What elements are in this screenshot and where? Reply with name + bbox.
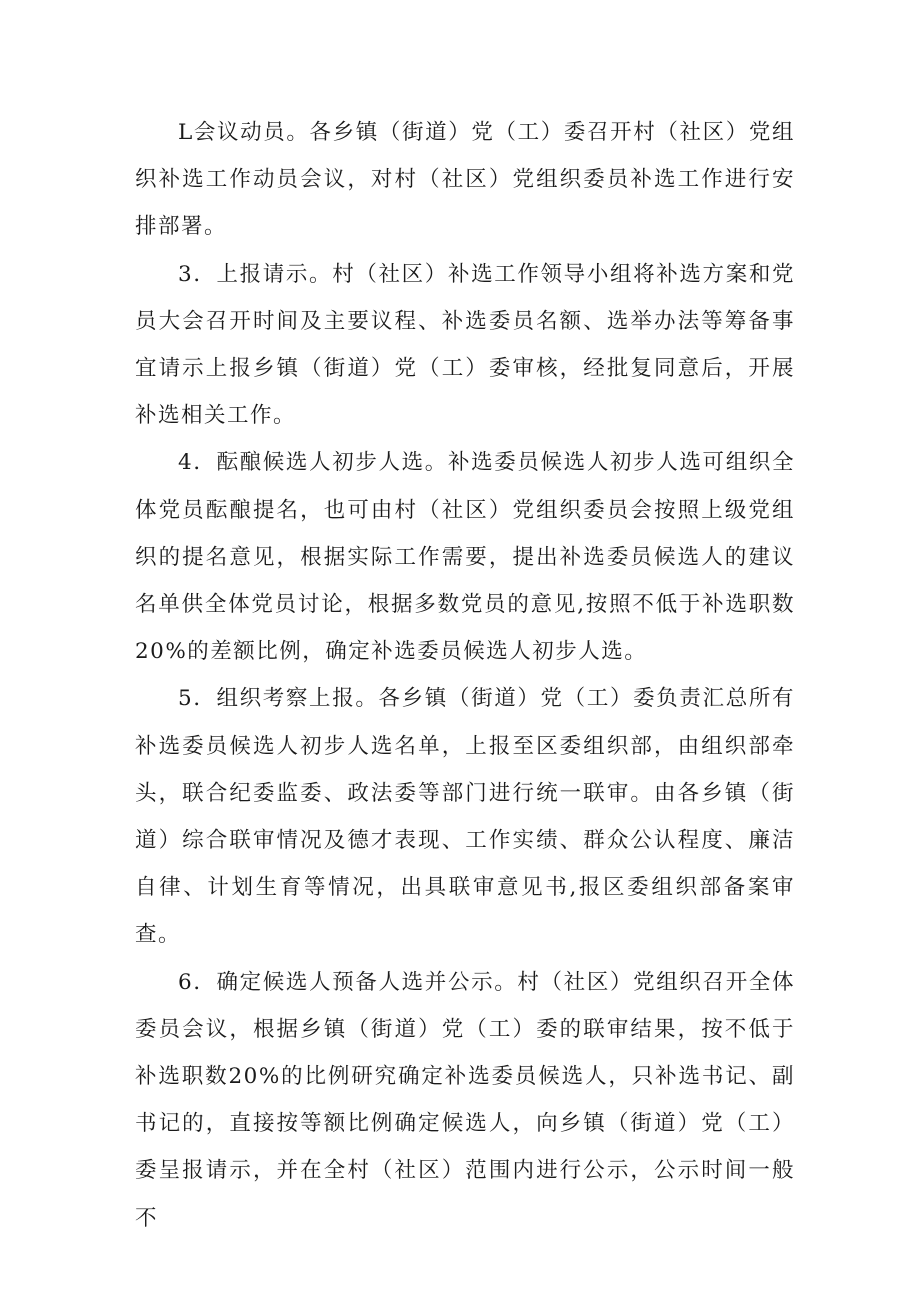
document-page (135, 109, 795, 1242)
paragraph-candidate-deliberation: 4．酝酿候选人初步人选。补选委员候选人初步人选可组织全体党员酝酿提名，也可由村（社区）党组织委员会按照上级党组织的提名意见，根据实际工作需要，提出补选委员候选人的建议名单供全体党员讨论，根据多数党员的意见,按照不低于补选职数20%的差额比例，确定补选委员候选人初步人选。 (135, 450, 795, 665)
paragraph-report-request: 3．上报请示。村（社区）补选工作领导小组将补选方案和党员大会召开时间及主要议程、补选委员名额、选举办法等筹备事宜请示上报乡镇（街道）党（工）委审核，经批复同意后，开展补选相关工作。 (135, 261, 795, 429)
paragraph-inspection-report: 5．组织考察上报。各乡镇（街道）党（工）委负责汇总所有补选委员候选人初步人选名单，上报至区委组织部，由组织部牵头，联合纪委监委、政法委等部门进行统一联审。由各乡镇（街道）综合联审情况及德才表现、工作实绩、群众公认程度、廉洁自律、计划生育等情况，出具联审意见书,报区委组织部备案审查。 (135, 686, 795, 948)
paragraph-meeting-mobilization: L会议动员。各乡镇（街道）党（工）委召开村（社区）党组织补选工作动员会议，对村（社区）党组织委员补选工作进行安排部署。 (135, 120, 795, 240)
paragraph-candidate-publicity: 6．确定候选人预备人选并公示。村（社区）党组织召开全体委员会议，根据乡镇（街道）党（工）委的联审结果，按不低于补选职数20%的比例研究确定补选委员候选人，只补选书记、副书记的，直接按等额比例确定候选人，向乡镇（街道）党（工）委呈报请示，并在全村（社区）范围内进行公示，公示时间一般不 (135, 969, 795, 1231)
